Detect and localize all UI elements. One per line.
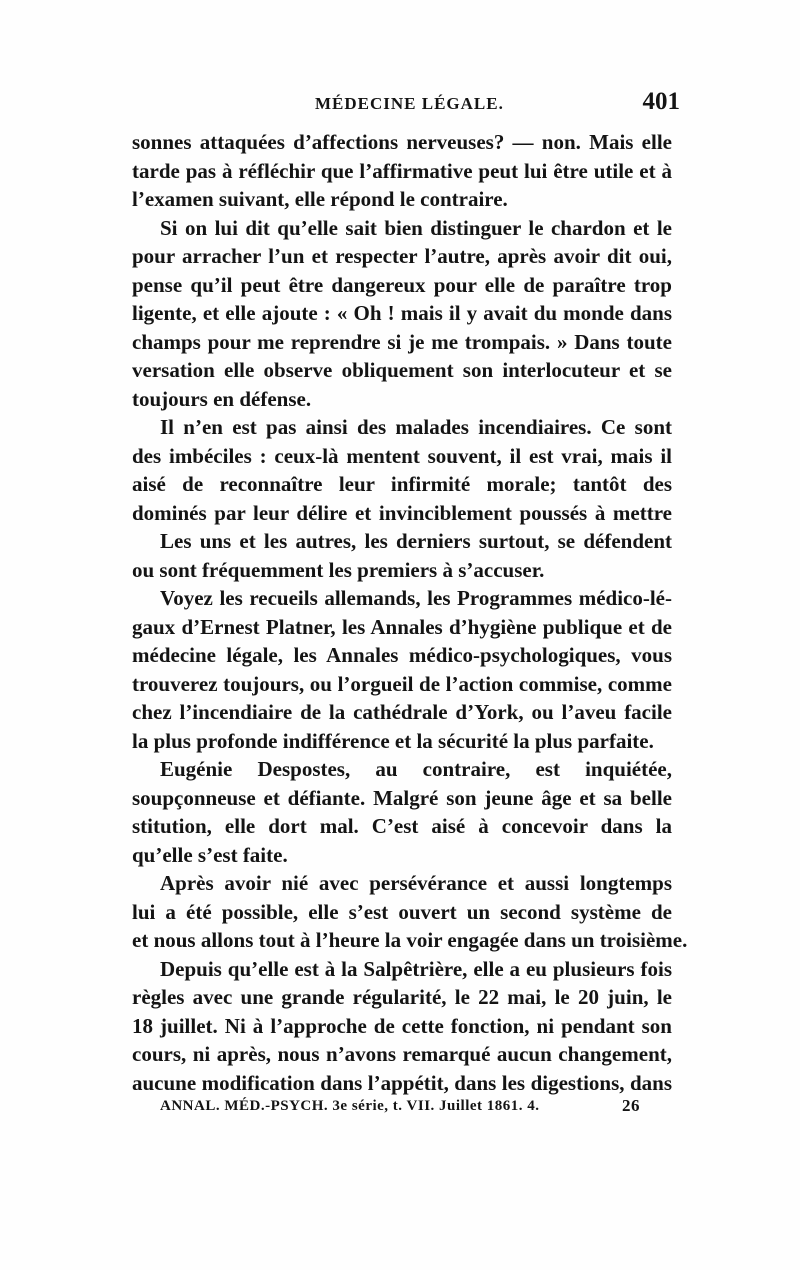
text-line: ou sont fréquemment les premiers à s’accuser. [132, 557, 545, 582]
footer-citation: ANNAL. MÉD.-PSYCH. 3e série, t. VII. Juillet 1861. 4. [160, 1098, 540, 1114]
text-line: Après avoir nié avec persévérance et aussi longtemps [160, 871, 672, 895]
text-line: aucune modification dans l’appétit, dans les digestions, dans [132, 1070, 672, 1095]
text-line: règles avec une grande régularité, le 22 mai, le 20 juin, le [132, 985, 672, 1009]
text-line: stitution, elle dort mal. C’est aisé à concevoir dans la [132, 814, 672, 838]
page-number: 401 [642, 88, 680, 115]
text-line: Eugénie Despostes, au contraire, est inquiétée, [160, 757, 672, 781]
page-header [132, 88, 680, 124]
text-line: 18 juillet. Ni à l’approche de cette fonction, ni pendant son [132, 1013, 672, 1038]
text-line: et nous allons tout à l’heure la voir engagée dans un troisième. [132, 928, 688, 952]
text-line: la plus profonde indifférence et la sécurité la plus parfaite. [132, 728, 654, 753]
text-line: tarde pas à réfléchir que l’affirmative peut lui être utile et à [132, 158, 672, 183]
text-line: pour arracher l’un et respecter l’autre, après avoir dit oui, [132, 244, 672, 268]
text-line: médecine légale, les Annales médico-psychologiques, vous [132, 643, 672, 667]
text-line: toujours en défense. [132, 386, 312, 411]
text-line: Depuis qu’elle est à la Salpêtrière, elle a eu plusieurs fois [160, 956, 672, 981]
text-line: cours, ni après, nous n’avons remarqué aucun changement, [132, 1042, 672, 1066]
text-line: ligente, et elle ajoute : « Oh ! mais il y avait du monde dans [132, 301, 672, 325]
text-line: des imbéciles : ceux-là mentent souvent, il est vrai, mais il [132, 443, 672, 468]
body-text [132, 128, 688, 1097]
text-line: chez l’incendiaire de la cathédrale d’York, ou l’aveu facile [132, 700, 672, 724]
text-line: Il n’en est pas ainsi des malades incendiaires. Ce sont [160, 415, 672, 439]
text-line: dominés par leur délire et invinciblement poussés à mettre [132, 500, 672, 525]
text-line: versation elle observe obliquement son interlocuteur et se [132, 358, 672, 382]
text-line: Les uns et les autres, les derniers surtout, se défendent [160, 529, 672, 553]
text-line: gaux d’Ernest Platner, les Annales d’hygiène publique et de [132, 614, 672, 639]
text-line: pense qu’il peut être dangereux pour elle de paraître trop [132, 272, 672, 297]
text-line: lui a été possible, elle s’est ouvert un second système de [132, 899, 672, 924]
text-line: Voyez les recueils allemands, les Programmes médico-lé- [160, 586, 672, 610]
text-line: trouverez toujours, ou l’orgueil de l’action commise, comme [132, 671, 672, 696]
signature-mark: 26 [622, 1096, 640, 1115]
text-line: champs pour me reprendre si je me trompais. » Dans toute [132, 329, 672, 354]
text-line: aisé de reconnaître leur infirmité morale; tantôt des [132, 472, 672, 496]
text-line: qu’elle s’est faite. [132, 842, 288, 867]
text-line: sonnes attaquées d’affections nerveuses? — non. Mais elle [132, 130, 672, 154]
page-footer [160, 1098, 640, 1115]
text-line: soupçonneuse et défiante. Malgré son jeune âge et sa belle [132, 785, 672, 810]
running-head: MÉDECINE LÉGALE. [315, 94, 504, 113]
text-line: Si on lui dit qu’elle sait bien distinguer le chardon et le [160, 215, 672, 240]
text-line: l’examen suivant, elle répond le contraire. [132, 187, 508, 211]
